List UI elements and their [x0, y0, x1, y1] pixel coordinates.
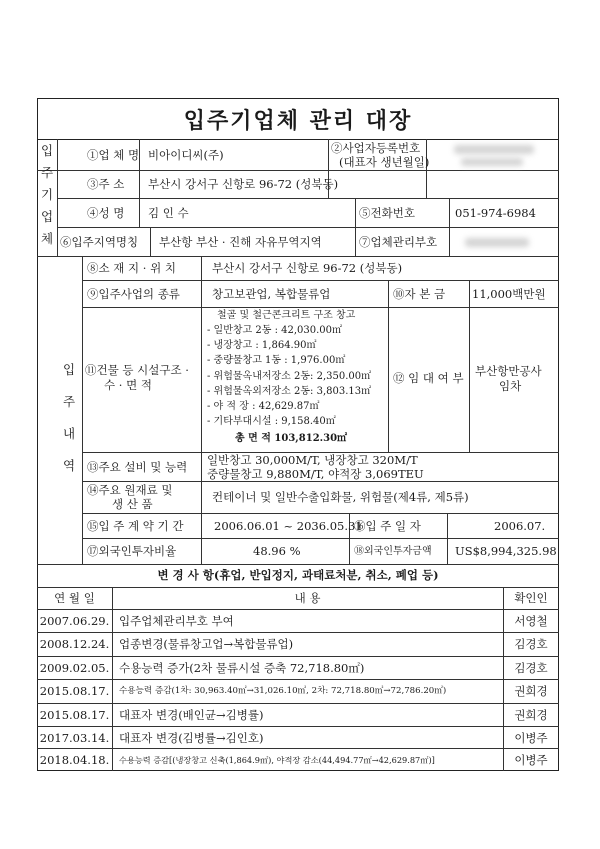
changes-heading: 변 경 사 항(휴업, 반입정지, 과태료처분, 취소, 폐업 등)	[157, 568, 439, 582]
building-line: - 기타부대시설 : 9,158.40㎡	[207, 416, 336, 427]
lease-value-owner: 부산항만공사	[475, 364, 542, 378]
management-code-label: ⑦업체관리부호	[359, 235, 438, 249]
phone-label: ⑤전화번호	[359, 206, 415, 220]
change-date: 2015.08.17.	[39, 684, 110, 698]
foreign-ratio-value: 48.96 %	[253, 544, 301, 558]
change-content: 수용능력 증감[(냉장창고 신축(1,864.9㎡), 야적장 감소(44,494.77㎡→42,629.87㎡)]	[119, 755, 435, 765]
change-confirm: 권희경	[514, 684, 548, 698]
change-content: 대표자 변경(김병률→김인호)	[119, 731, 264, 745]
change-content: 대표자 변경(배인균→김병률)	[119, 708, 264, 722]
building-structure-label: ⑪건물 등 시설구조 ·	[85, 363, 189, 377]
change-content: 수용능력 증감(1차: 30,963.40㎡→31,026.10㎡, 2차: 72,718.80㎡→72,786.20㎡)	[119, 686, 447, 696]
capital-value: 11,000백만원	[472, 287, 546, 301]
building-line: - 위험물옥내저장소 2동: 2,350.00㎡	[207, 371, 372, 382]
side-label-company: 입주기업체	[40, 143, 54, 246]
change-content: 수용능력 증가(2차 물류시설 증축 72,718.80㎡)	[119, 661, 365, 675]
building-line: - 위험물옥외저장소 2동: 3,803.13㎡	[207, 386, 372, 397]
change-content: 입주업체관리부호 부여	[119, 614, 234, 628]
phone-value: 051-974-6984	[455, 206, 536, 220]
change-date: 2009.02.05.	[39, 661, 110, 675]
building-line: - 중량물창고 1동 : 1,976.00㎡	[207, 355, 346, 366]
building-line: 철골 및 철근콘크리트 구조 창고	[217, 310, 356, 321]
building-line: - 일반창고 2동 : 42,030.00㎡	[207, 325, 343, 336]
change-confirm: 이병주	[514, 731, 548, 745]
change-confirm: 김경호	[514, 637, 548, 651]
ceo-birthdate-label: (대표자 생년월일)	[339, 155, 430, 169]
change-content: 업종변경(물류창고업→복합물류업)	[119, 637, 294, 651]
building-total-area: 총 면 적 103,812.30㎡	[235, 433, 348, 444]
equipment-value-2: 중량물창고 9,880M/T, 야적장 3,069TEU	[207, 467, 424, 481]
equipment-label: ⑬주요 설비 및 능력	[87, 460, 188, 474]
materials-value: 컨테이너 및 일반수출입화물, 위험물(제4류, 제5류)	[212, 490, 469, 504]
foreign-ratio-label: ⑰외국인투자비율	[87, 544, 177, 558]
change-confirm: 이병주	[514, 753, 548, 767]
col-content-header: 내 용	[294, 591, 321, 605]
move-in-date-value: 2006.07.	[494, 519, 546, 533]
business-number-label: ②사업자등록번호	[331, 141, 421, 155]
address-value: 부산시 강서구 신항로 96-72 (성북동)	[148, 177, 339, 191]
change-date: 2017.03.14.	[39, 731, 110, 745]
lease-value-type: 임차	[499, 379, 522, 393]
equipment-value-1: 일반창고 30,000M/T, 냉장창고 320M/T	[207, 453, 418, 467]
location-label: ⑧소 재 지 · 위 치	[87, 261, 176, 275]
location-value: 부산시 강서구 신항로 96-72 (성북동)	[212, 261, 403, 275]
change-confirm: 권희경	[514, 708, 548, 722]
redacted-management-code	[465, 238, 529, 247]
capital-label: ⑩자 본 금	[393, 287, 446, 301]
products-label: 생 산 품	[112, 497, 153, 511]
foreign-amount-label: ⑱외국인투자금액	[354, 546, 432, 557]
business-type-label: ⑨입주사업의 종류	[87, 287, 180, 301]
building-area-label: 수 · 면 적	[104, 378, 152, 392]
change-date: 2007.06.29.	[39, 614, 110, 628]
zone-name-value: 부산항 부산 · 진해 자유무역지역	[159, 235, 322, 249]
lease-label: ⑫ 임 대 여 부	[393, 371, 464, 385]
zone-name-label: ⑥입주지역명칭	[60, 235, 139, 249]
company-name-value: 비아이디씨(주)	[148, 148, 224, 162]
side-label-details: 입주내역	[62, 362, 76, 473]
registry-sheet	[9, 0, 587, 849]
redacted-birthdate	[461, 158, 523, 166]
company-name-label: ①업 체 명	[87, 148, 140, 162]
foreign-amount-value: US$8,994,325.98	[455, 544, 557, 558]
col-confirm-header: 확인인	[514, 591, 548, 605]
move-in-date-label: ⑯입 주 일 자	[354, 519, 421, 533]
business-type-value: 창고보관업, 복합물류업	[212, 287, 331, 301]
document-title: 입주기업체 관리 대장	[183, 108, 413, 134]
materials-label: ⑭주요 원재료 및	[87, 483, 173, 497]
change-confirm: 김경호	[514, 661, 548, 675]
contract-period-label: ⑮입 주 계 약 기 간	[87, 519, 184, 533]
redacted-business-number	[454, 145, 534, 154]
ceo-name-value: 김 인 수	[148, 206, 189, 220]
building-line: - 야 적 장 : 42,629.87㎡	[207, 401, 320, 412]
building-line: - 냉장창고 : 1,864.90㎡	[207, 340, 317, 351]
contract-period-value: 2006.06.01 ~ 2036.05.31	[214, 519, 363, 533]
change-date: 2018.04.18.	[39, 753, 110, 767]
title-divider	[37, 139, 559, 140]
col-date-header: 연 월 일	[54, 591, 95, 605]
change-confirm: 서영철	[514, 614, 548, 628]
change-date: 2015.08.17.	[39, 708, 110, 722]
change-date: 2008.12.24.	[39, 637, 110, 651]
ceo-name-label: ④성 명	[87, 206, 125, 220]
address-label: ③주 소	[87, 177, 125, 191]
